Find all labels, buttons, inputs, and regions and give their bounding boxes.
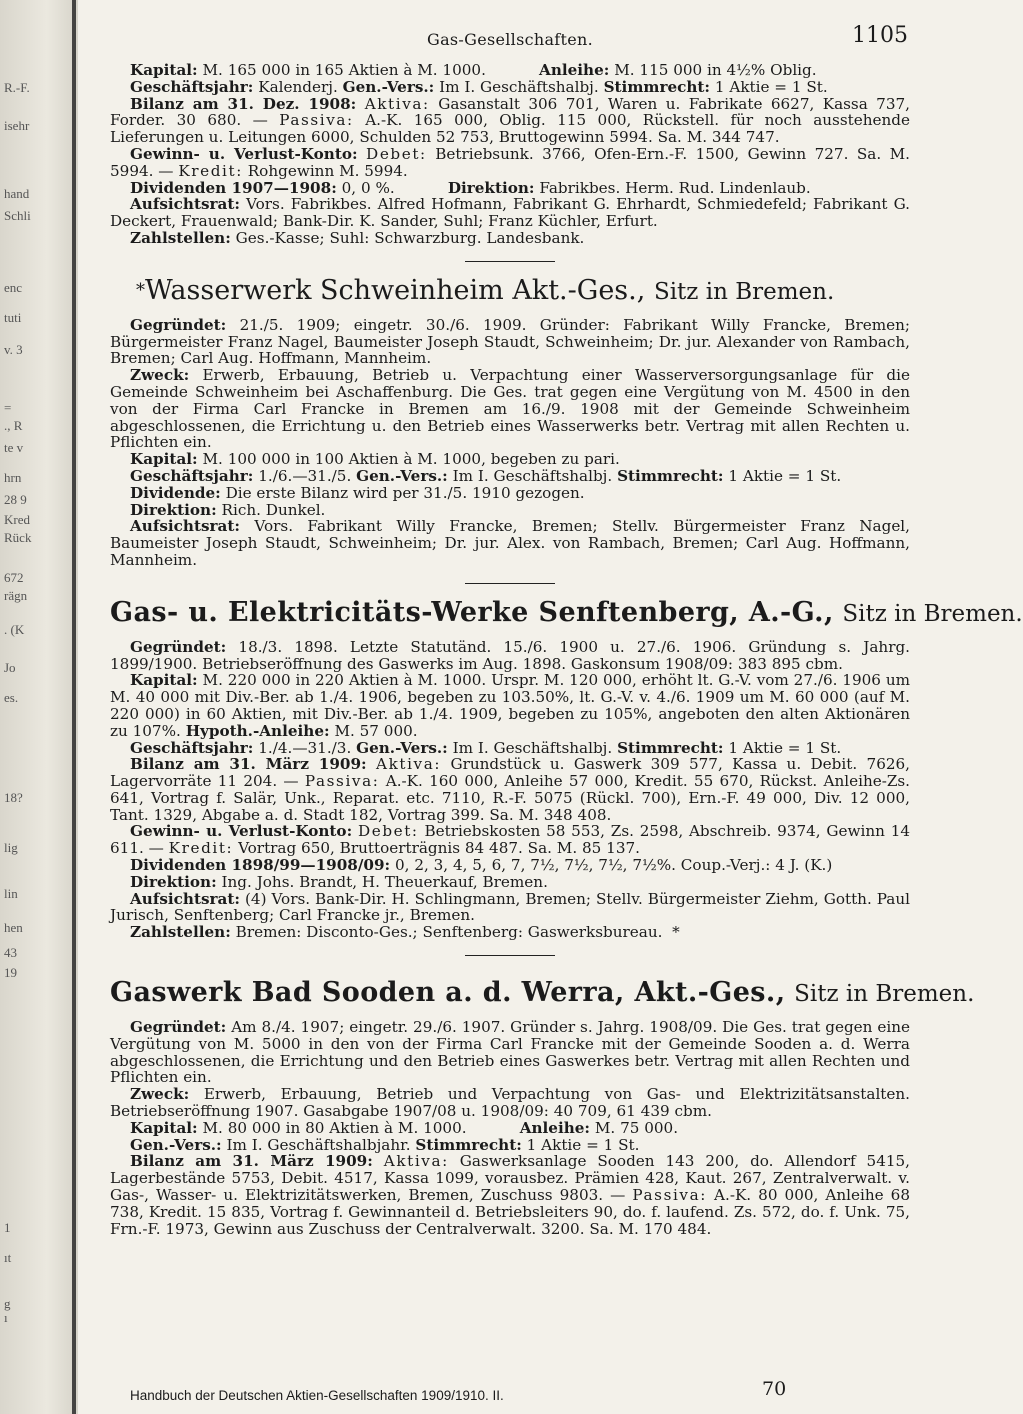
label: Bilanz am 31. Dez. 1908: <box>130 94 357 113</box>
zweck-line <box>110 1086 910 1120</box>
gutter-fragment: g <box>4 1296 11 1311</box>
value: M. 165 000 in 165 Aktien à M. 1000. <box>202 61 486 79</box>
label: Stimmrecht: <box>617 466 724 485</box>
kapital-line <box>110 672 910 739</box>
gutter-fragment: isehr <box>4 118 30 133</box>
company-name: Gaswerk Bad Sooden a. d. Werra, Akt.-Ges., <box>110 977 786 1009</box>
page-number: 1105 <box>852 23 908 48</box>
direktion-line <box>110 502 910 519</box>
running-head <box>110 23 910 62</box>
label: Aktiva: <box>376 755 442 774</box>
value: Gaswerksanlage Sooden 143 200, do. Allendorf 5415, Lagerbestände 5753, Debit. 4517, Kassa 1099, vorausbez. Prämien 428, Kaut. 267, Zentralverwalt. v. Gas-, Wasser- u. Elektrizitätswerken, Bremen, Zuschuss 9803. — <box>110 1152 911 1205</box>
value: Im I. Geschäftshalbj. <box>439 77 599 96</box>
label: Gen.-Vers.: <box>356 466 448 485</box>
value: Gasanstalt 306 701, Waren u. Fabrikate 6627, Kassa 737, Forder. 30 680. — <box>110 94 910 130</box>
label: Kapital: <box>130 671 198 690</box>
gutter-fragment: 672 <box>4 570 24 585</box>
gutter-fragment: 19 <box>4 965 17 980</box>
label: Anleihe: <box>539 61 610 79</box>
geschaeftsjahr-line <box>110 468 910 485</box>
label: Bilanz am 31. März 1909: <box>130 755 367 774</box>
label: Direktion: <box>130 872 217 891</box>
gutter-fragment: Jo <box>4 660 16 675</box>
kapital-line <box>110 451 910 468</box>
value: Fabrikbes. Herm. Rud. Lindenlaub. <box>539 178 811 197</box>
label: Kapital: <box>130 450 198 469</box>
gewinn-line <box>110 823 910 857</box>
value: 1 Aktie = 1 St. <box>714 77 828 96</box>
gutter-fragment: ., R <box>4 418 23 433</box>
footer-signature: 70 <box>762 1378 787 1400</box>
gegruendet-line <box>110 1019 910 1086</box>
gutter-fragment: 1 <box>4 1220 11 1235</box>
label: Kapital: <box>130 1118 198 1137</box>
geschaeftsjahr-line <box>110 740 910 757</box>
gutter-fragment: rägn <box>4 588 28 603</box>
genvers-line <box>110 1137 910 1154</box>
bilanz-line <box>110 756 910 823</box>
value: Erwerb, Erbauung, Betrieb u. Verpachtung einer Wasserversorgungsanlage für die Gemeinde Schweinheim bei Aschaffenburg. Die Ges. trat gegen eine Vergütung von M. 4500 in den von der Firma Carl Francke in Bremen am 16./9. 1908 mit der Gemeinde Schweinheim abgeschlossenen, die Errichtung u. den Betrieb eines Wasserwerks betr. Vertrag mit allen Rechten u. Pflichten ein. <box>110 366 910 452</box>
page-content <box>110 23 1023 1238</box>
gutter-fragment: ı <box>4 1310 8 1325</box>
label: Zahlstellen: <box>130 923 231 942</box>
label: Passiva: <box>304 772 380 791</box>
company-seat: Sitz in Bremen. <box>794 981 975 1008</box>
value: 18./3. 1898. Letzte Statutänd. 15./6. 1900 u. 27./6. 1906. Gründung s. Jahrg. 1899/1900. Betriebseröffnung des Gaswerks im Aug. 1898. Gaskonsum 1908/09: 383 895 cbm. <box>110 637 910 673</box>
label: Aufsichtsrat: <box>130 889 240 908</box>
label: Aufsichtsrat: <box>130 517 240 536</box>
gutter-fragment: = <box>4 400 12 415</box>
label: Gegründet: <box>130 637 227 656</box>
value: Vors. Fabrikbes. Alfred Hofmann, Fabrikant G. Ehrhardt, Schmiedefeld; Fabrikant G. Deckert, Frauenwald; Bank-Dir. K. Sander, Suhl; Franz Küchler, Erfurt. <box>110 195 910 231</box>
value: 1 Aktie = 1 St. <box>728 738 842 757</box>
label: Gegründet: <box>130 1018 227 1037</box>
label: Gen.-Vers.: <box>342 77 435 96</box>
value: Grundstück u. Gaswerk 309 577, Kassa u. Debit. 7626, Lagervorräte 11 204. — <box>110 755 911 791</box>
label: Gen.-Vers.: <box>356 738 448 757</box>
value: A.-K. 80 000, Anleihe 68 738, Kredit. 15 835, Vortrag f. Gewinnanteil d. Betriebsleiters 90, do. f. laufend. Zs. 572, do. f. Unk. 75, Frn.-F. 1973, Gewinn aus Zuschuss der Centralverwalt. 3200. Sa. M. 170 484. <box>110 1186 910 1238</box>
value: M. 115 000 in 4½% Oblig. <box>614 61 817 79</box>
gutter-fragment: Rück <box>4 530 32 545</box>
label: Stimmrecht: <box>617 738 724 757</box>
gutter-fragment: R.-F. <box>4 80 30 95</box>
value: 1./6.—31./5. <box>258 466 352 485</box>
label: Dividende: <box>130 483 221 502</box>
label: Zweck: <box>130 366 190 385</box>
entry-gaswerk-sooden <box>110 977 975 1238</box>
gegruendet-line <box>110 639 910 673</box>
label: Kredit: <box>178 161 243 180</box>
label: Bilanz am 31. März 1909: <box>130 1152 373 1171</box>
label: Geschäftsjahr: <box>130 738 254 757</box>
bilanz-line <box>110 96 910 146</box>
value: 0, 0 %. <box>341 178 395 197</box>
aufsichtsrat-line <box>110 891 910 925</box>
value: M. 75 000. <box>594 1118 679 1137</box>
value: Erwerb, Erbauung, Betrieb und Verpachtung von Gas- und Elektrizitätsanstalten. Betriebseröffnung 1907. Gasabgabe 1907/08 u. 1908/09: 40 709, 61 439 cbm. <box>110 1085 910 1121</box>
label: Dividenden 1898/99—1908/09: <box>130 856 391 875</box>
zahlstellen-line <box>110 230 910 247</box>
value: Betriebsunk. 3766, Ofen-Ern.-F. 1500, Gewinn 727. Sa. M. 5994. — <box>110 144 910 180</box>
company-name: Gas- u. Elektricitäts-Werke Senftenberg, A.-G., <box>110 596 834 628</box>
label: Direktion: <box>130 500 217 519</box>
label: Passiva: <box>279 111 354 130</box>
label: Zweck: <box>130 1085 190 1104</box>
company-heading <box>110 596 1023 629</box>
value: A.-K. 165 000, Oblig. 115 000, Rückstell. für noch ausstehende Lieferungen u. Leitungen 6000, Schulden 52 753, Bruttogewinn 5994. Sa. M. 344 747. <box>110 111 910 147</box>
value: Ges.-Kasse; Suhl: Schwarzburg. Landesbank. <box>235 228 585 247</box>
gegruendet-line <box>110 317 910 367</box>
value: Bremen: Disconto-Ges.; Senftenberg: Gaswerksbureau. <box>235 923 663 942</box>
value: Vortrag 650, Bruttoerträgnis 84 487. Sa. M. 85 137. <box>238 839 640 858</box>
dividenden-line <box>110 857 910 874</box>
section-divider <box>465 583 555 584</box>
company-seat: Sitz in Bremen. <box>842 600 1023 627</box>
gutter-fragment: . (K <box>4 622 25 637</box>
company-heading <box>136 276 910 307</box>
geschaeftsjahr-line <box>110 79 910 96</box>
label: Kredit: <box>168 839 234 858</box>
label: Hypoth.-Anleihe: <box>185 721 330 740</box>
value: M. 57 000. <box>334 721 418 740</box>
dividende-line <box>110 485 910 502</box>
gutter-fragment: lin <box>4 886 18 901</box>
value: Betriebskosten 58 553, Zs. 2598, Abschreib. 9374, Gewinn 14 611. — <box>110 822 911 858</box>
value: Ing. Johs. Brandt, H. Theuerkauf, Bremen. <box>221 872 548 891</box>
label: Geschäftsjahr: <box>130 77 254 96</box>
entry-wasserwerk-schweinheim <box>110 276 910 569</box>
section-divider <box>465 955 555 956</box>
gutter-fragment: enc <box>4 280 23 295</box>
label: Aktiva: <box>364 94 430 113</box>
gutter-fragment: Schli <box>4 208 31 223</box>
label: Gewinn- u. Verlust-Konto: <box>130 144 358 163</box>
label: Aktiva: <box>383 1152 449 1171</box>
star-marker: * <box>136 279 145 301</box>
gutter-fragment: v. 3 <box>4 342 23 357</box>
value: 21./5. 1909; eingetr. 30./6. 1909. Gründer: Fabrikant Willy Francke, Bremen; Bürgermeister Franz Nagel, Baumeister Joseph Staudt, Schweinheim; Dr. jur. Alexander von Rambach, Bremen; Carl Aug. Hoffmann, Mannheim. <box>110 315 911 368</box>
gutter-fragment: es. <box>4 690 19 705</box>
value: Vors. Fabrikant Willy Francke, Bremen; Stellv. Bürgermeister Franz Nagel, Baumeister Joseph Staudt, Schweinheim; Dr. jur. Alex. von Rambach, Bremen; Carl Aug. Hoffmann, Mannheim. <box>110 517 910 569</box>
aufsichtsrat-line <box>110 518 910 568</box>
company-seat: Sitz in Bremen. <box>653 278 835 305</box>
value: Die erste Bilanz wird per 31./5. 1910 gezogen. <box>225 483 585 502</box>
bilanz-line <box>110 1153 910 1237</box>
label: Gewinn- u. Verlust-Konto: <box>130 822 353 841</box>
label: Stimmrecht: <box>415 1135 522 1154</box>
value: (4) Vors. Bank-Dir. H. Schlingmann, Bremen; Stellv. Bürgermeister Ziehm, Gotth. Paul Jurisch, Senftenberg; Carl Francke jr., Bremen. <box>110 889 910 925</box>
binding-line <box>72 0 76 1414</box>
gutter-fragment: ıt <box>4 1250 12 1265</box>
footer-title: Handbuch der Deutschen Aktien-Gesellschaften 1909/1910. II. <box>130 1388 504 1403</box>
value: Rohgewinn M. 5994. <box>247 161 408 180</box>
gutter-fragment: hen <box>4 920 23 935</box>
gutter-fragment: 28 9 <box>4 492 27 507</box>
label: Debet: <box>366 144 427 163</box>
label: Debet: <box>357 822 419 841</box>
label: Direktion: <box>447 178 535 197</box>
gutter-fragment: hrn <box>4 470 22 485</box>
gutter-fragment: lig <box>4 840 18 855</box>
label: Gen.-Vers.: <box>130 1135 222 1154</box>
entry-senftenberg <box>110 596 1023 942</box>
section-divider <box>465 261 555 262</box>
value: Im I. Geschäftshalbjahr. <box>226 1135 411 1154</box>
label: Kapital: <box>130 61 198 79</box>
value: Kalenderj. <box>258 77 338 96</box>
label: Dividenden 1907—1908: <box>130 178 337 197</box>
zahlstellen-line <box>110 924 910 941</box>
direktion-line <box>110 874 910 891</box>
label: Aufsichtsrat: <box>130 195 240 214</box>
star-marker: * <box>672 923 680 942</box>
company-name: Wasserwerk Schweinheim Akt.-Ges., <box>145 274 646 306</box>
value: 1 Aktie = 1 St. <box>526 1135 640 1154</box>
value: Im I. Geschäftshalbj. <box>452 466 613 485</box>
gutter-fragment: 43 <box>4 945 17 960</box>
value: 0, 2, 3, 4, 5, 6, 7, 7½, 7½, 7½, 7½%. Coup.-Verj.: 4 J. (K.) <box>395 856 833 875</box>
kapital-line <box>110 62 910 79</box>
value: Im I. Geschäftshalbj. <box>452 738 613 757</box>
gutter-fragment: tuti <box>4 310 22 325</box>
gutter-fragment: te v <box>4 440 24 455</box>
label: Anleihe: <box>519 1118 591 1137</box>
gewinn-line <box>110 146 910 180</box>
value: A.-K. 160 000, Anleihe 57 000, Kredit. 55 670, Rückst. Anleihe-Zs. 641, Vortrag f. Salär, Unk., Reparat. etc. 7110, R.-F. 5075 (Rückl. 700), Ern.-F. 49 000, Div. 12 000, Tant. 1329, Abgabe a. d. Stadt 182, Vortrag 399. Sa. M. 348 408. <box>110 772 911 824</box>
kapital-line <box>110 1120 910 1137</box>
value: 1 Aktie = 1 St. <box>728 466 842 485</box>
label: Stimmrecht: <box>603 77 711 96</box>
gutter-fragment: Kred <box>4 512 30 527</box>
label: Geschäftsjahr: <box>130 466 254 485</box>
value: 1./4.—31./3. <box>258 738 352 757</box>
value: M. 220 000 in 220 Aktien à M. 1000. Urspr. M. 120 000, erhöht lt. G.-V. vom 27./6. 1906 um M. 40 000 mit Div.-Ber. ab 1./4. 1906, begeben zu 103.50%, lt. G.-V. v. 4./6. 1909 um M. 60 000 (auf M. 220 000) in 60 Aktien, mit Div.-Ber. ab 1./4. 1909, begeben zu 105%, angeboten den alten Aktionären zu 107%. <box>110 671 910 740</box>
gutter-fragment: hand <box>4 186 30 201</box>
label: Gegründet: <box>130 315 227 334</box>
label: Zahlstellen: <box>130 228 231 247</box>
dividenden-line <box>110 180 910 197</box>
value: M. 80 000 in 80 Aktien à M. 1000. <box>202 1118 467 1137</box>
continuation-entry <box>110 62 910 247</box>
aufsichtsrat-line <box>110 196 910 230</box>
gutter-fragment: 18? <box>4 790 23 805</box>
value: Am 8./4. 1907; eingetr. 29./6. 1907. Gründer s. Jahrg. 1908/09. Die Ges. trat gegen eine Vergütung von M. 5000 in den von der Firma Carl Francke mit der Gemeinde Sooden a. d. Werra abgeschlossenen, die Errichtung und den Betrieb eines Gaswerkes betr. Vertrag mit allen Rechten und Pflichten ein. <box>110 1018 910 1087</box>
running-title: Gas-Gesellschaften. <box>426 30 594 49</box>
zweck-line <box>110 367 910 451</box>
value: M. 100 000 in 100 Aktien à M. 1000, begeben zu pari. <box>202 450 620 469</box>
company-heading <box>110 977 975 1009</box>
value: Rich. Dunkel. <box>221 500 326 519</box>
label: Passiva: <box>632 1186 707 1205</box>
